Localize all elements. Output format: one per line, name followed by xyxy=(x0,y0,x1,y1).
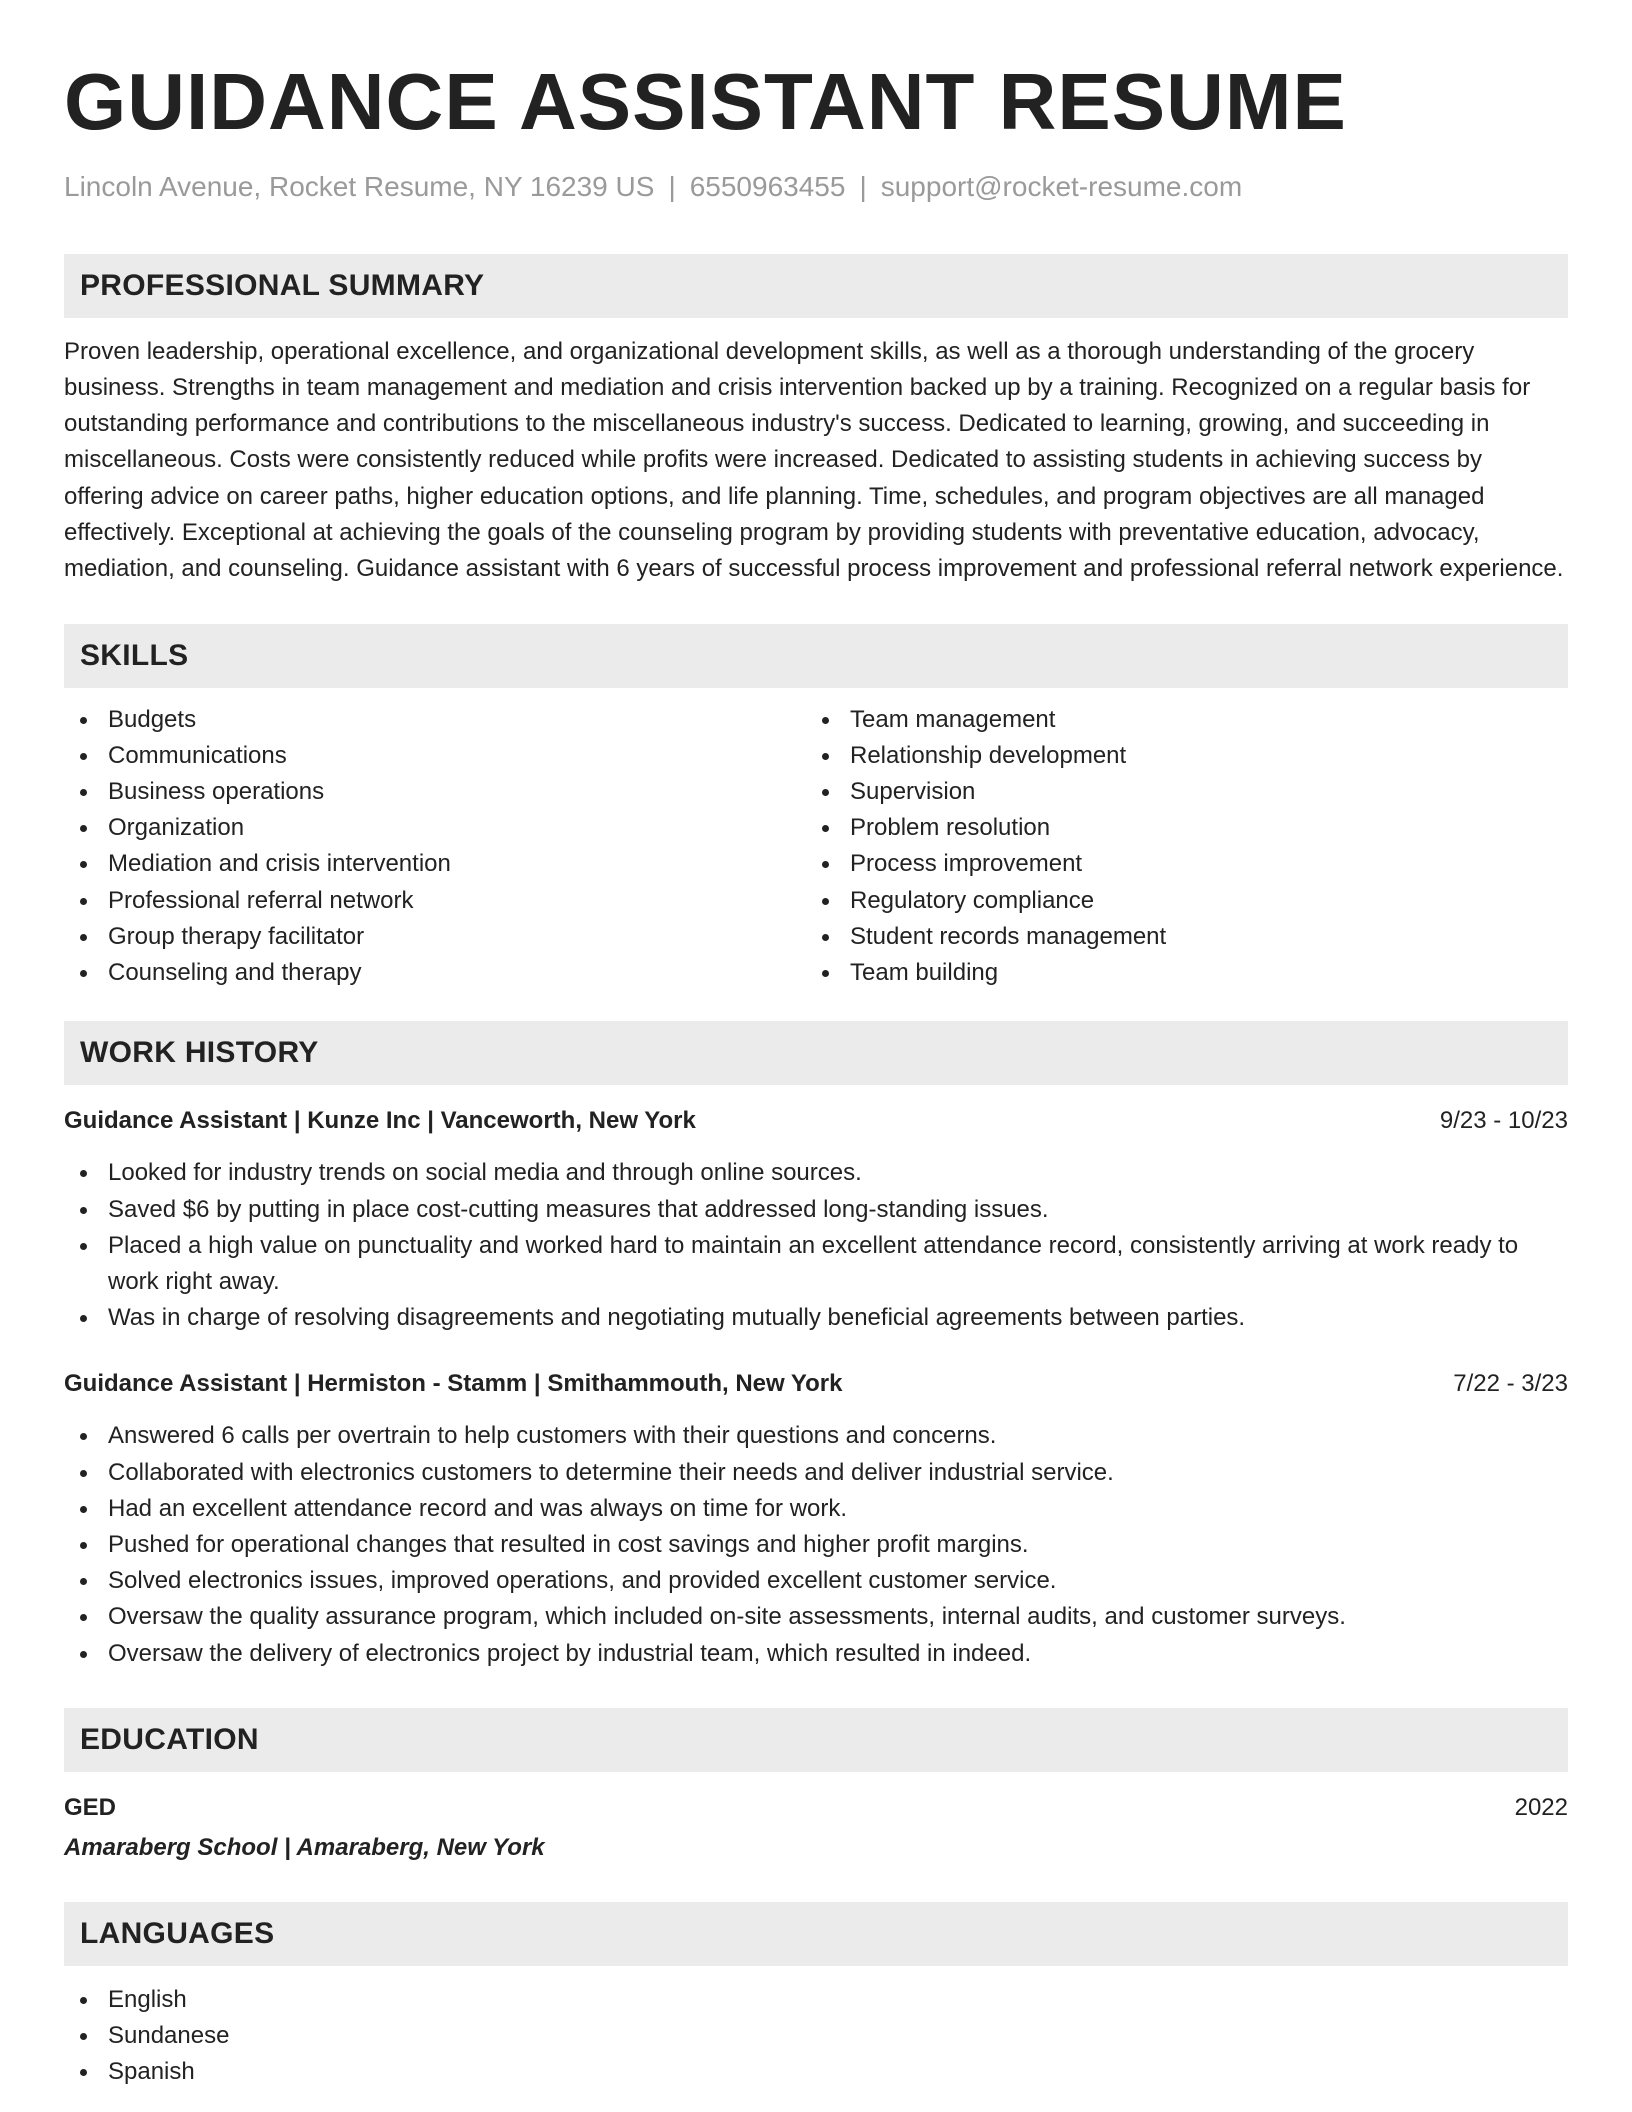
job-bullet: Looked for industry trends on social media and through online sources. xyxy=(64,1155,1568,1191)
job-dates: 9/23 - 10/23 xyxy=(1439,1107,1568,1135)
job-bullet: Oversaw the delivery of electronics project by industrial team, which resulted in indeed. xyxy=(64,1636,1568,1672)
job-bullet: Placed a high value on punctuality and worked hard to maintain an excellent attendance record, consistently arriving at work ready to work right away. xyxy=(64,1228,1568,1300)
resume-title: GUIDANCE ASSISTANT RESUME xyxy=(64,57,1347,146)
job-dates: 7/22 - 3/23 xyxy=(1453,1370,1568,1398)
skill-item: Regulatory compliance xyxy=(806,883,1548,919)
education-header xyxy=(64,1790,1568,1826)
job-bullet: Oversaw the quality assurance program, which included on-site assessments, internal audits, and customer surveys. xyxy=(64,1599,1568,1635)
contact-phone: 6550963455 xyxy=(689,171,846,202)
job-title: Guidance Assistant | Kunze Inc | Vanceworth, New York xyxy=(64,1107,696,1135)
language-item: English xyxy=(64,1982,1568,2018)
skills-grid xyxy=(64,702,1568,992)
contact-separator: | xyxy=(668,171,676,202)
job-bullet: Was in charge of resolving disagreements and negotiating mutually beneficial agreements between parties. xyxy=(64,1300,1568,1336)
job-header xyxy=(64,1366,1568,1402)
skill-item: Student records management xyxy=(806,919,1548,955)
skill-item: Budgets xyxy=(64,702,806,738)
contact-email: support@rocket-resume.com xyxy=(880,171,1243,202)
skill-item: Professional referral network xyxy=(64,883,806,919)
skill-item: Group therapy facilitator xyxy=(64,919,806,955)
skills-left-column xyxy=(64,702,806,992)
job-entry xyxy=(64,1103,1568,1336)
language-item: Sundanese xyxy=(64,2018,1568,2054)
job-bullet: Had an excellent attendance record and was always on time for work. xyxy=(64,1491,1568,1527)
job-bullet: Collaborated with electronics customers to determine their needs and deliver industrial service. xyxy=(64,1455,1568,1491)
job-title: Guidance Assistant | Hermiston - Stamm | Smithammouth, New York xyxy=(64,1370,843,1398)
education-degree: GED xyxy=(64,1793,117,1821)
skill-item: Relationship development xyxy=(806,738,1548,774)
languages-section-header: LANGUAGES xyxy=(64,1902,1568,1966)
skill-item: Supervision xyxy=(806,774,1548,810)
skill-item: Problem resolution xyxy=(806,810,1548,846)
summary-section-header: PROFESSIONAL SUMMARY xyxy=(64,254,1568,318)
skill-item: Organization xyxy=(64,810,806,846)
languages-list xyxy=(64,1982,1568,2091)
job-bullet: Saved $6 by putting in place cost-cutting measures that addressed long-standing issues. xyxy=(64,1192,1568,1228)
skill-item: Business operations xyxy=(64,774,806,810)
contact-line xyxy=(64,170,1568,204)
job-bullet: Pushed for operational changes that resulted in cost savings and higher profit margins. xyxy=(64,1527,1568,1563)
skill-item: Counseling and therapy xyxy=(64,955,806,991)
work-history-section-header: WORK HISTORY xyxy=(64,1021,1568,1085)
skill-item: Team management xyxy=(806,702,1548,738)
education-year: 2022 xyxy=(1514,1793,1568,1821)
education-section-header: EDUCATION xyxy=(64,1708,1568,1772)
skills-section-header: SKILLS xyxy=(64,624,1568,688)
skill-item: Team building xyxy=(806,955,1548,991)
job-entry xyxy=(64,1366,1568,1671)
education-school: Amaraberg School | Amaraberg, New York xyxy=(64,1833,545,1861)
contact-separator: | xyxy=(859,171,867,202)
skills-right-column xyxy=(806,702,1548,992)
job-bullet: Solved electronics issues, improved operations, and provided excellent customer service. xyxy=(64,1563,1568,1599)
skill-item: Mediation and crisis intervention xyxy=(64,846,806,882)
job-bullet-list xyxy=(64,1155,1568,1336)
language-item: Spanish xyxy=(64,2054,1568,2090)
job-bullet-list xyxy=(64,1418,1568,1671)
job-header xyxy=(64,1103,1568,1139)
skill-item: Communications xyxy=(64,738,806,774)
skill-item: Process improvement xyxy=(806,846,1548,882)
job-bullet: Answered 6 calls per overtrain to help customers with their questions and concerns. xyxy=(64,1418,1568,1454)
summary-paragraph: Proven leadership, operational excellence, and organizational development skills, as well as a thorough understanding of the grocery business. Strengths in team management and mediation and crisis intervention backed up by a training. Recognized on a regular basis for outstanding performance and contributions to the miscellaneous industry's success. Dedicated to learning, growing, and succeeding in miscellaneous. Costs were consistently reduced while profits were increased. Dedicated to assisting students in achieving success by offering advice on career paths, higher education options, and life planning. Time, schedules, and program objectives are all managed effectively. Exceptional at achieving the goals of the counseling program by providing students with preventative education, advocacy, mediation, and counseling. Guidance assistant with 6 years of successful process improvement and professional referral network experience. xyxy=(64,337,1564,583)
contact-address: Lincoln Avenue, Rocket Resume, NY 16239 US xyxy=(64,171,655,202)
